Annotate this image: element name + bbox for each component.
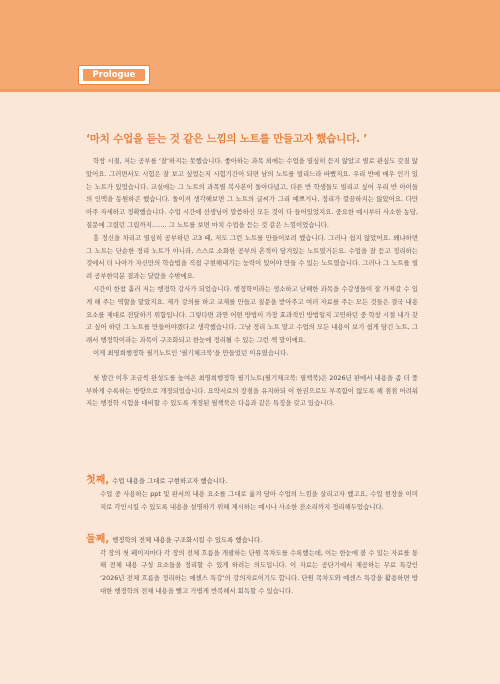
header-band (0, 0, 500, 92)
feature-list (86, 471, 418, 614)
feature-title: 행정학의 전체 내용을 구조화시킬 수 있도록 했습니다. (112, 535, 263, 544)
feature-item (86, 530, 418, 598)
feature-number: 첫째, (86, 475, 110, 486)
feature-heading (86, 471, 418, 486)
feature-description: 각 장의 첫 페이지마다 각 장의 전체 흐름을 개괄하는 단원 목차도를 수록했는데, 이는 한눈에 볼 수 있는 자료를 통해 전체 내용 구성 요소들을 정리할 수 있게 하려는 의도입니다. 이 자료는 공단기에서 제공하는 무료 특강인 ‘2026년 전체 흐름을 정리하는 예센스 특강’의 강의자료이기도 합니다. 단원 목차도와 예센스 특강을 활용하면 방대한 행정학의 전체 내용을 빨고 가볍게 반복해서 회독할 수 있습니다. (100, 548, 418, 595)
headline: ‘마치 수업을 듣는 것 같은 느낌의 노트를 만들고자 했습니다. ’ (86, 133, 368, 145)
feature-heading (86, 530, 418, 545)
feature-title: 수업 내용을 그대로 구현하고자 했습니다. (112, 477, 228, 485)
paragraph: 첫 발간 이후 조금씩 완성도를 높여온 최영희행정학 필기노트(필기체크북: 필책북)은 2026년 판에서 내용을 좀 더 풍부하게 수록하는 방향으로 개정되었습니다. 요약서로의 장점을 유지하되 이 한권으로도 부족함이 없도록 해 점점 어려워지는 행정학 시험을 대비할 수 있도록 개정된 필책북은 다음과 같은 특징을 갖고 있습니다. (86, 373, 418, 408)
feature-item (86, 471, 418, 514)
feature-description: 수업 중 사용하는 ppt 및 판서의 내용 요소를 그대로 옮겨 담아 수업의 느낌을 살리고자 했고요, 수업 현장을 이미지로 각인시킬 수 있도록 내용을 설명하기 위해 제시하는 예시나 사소한 잔소리까지 정리해두었습니다. (100, 490, 418, 511)
feature-number: 둘째, (86, 533, 110, 545)
paragraph: 이게 최영희행정학 필기노트인 ‘필기체크북’을 만들었던 이유였습니다. (93, 348, 289, 357)
body-text (86, 155, 418, 410)
prologue-badge (78, 65, 150, 85)
paragraph: 흥 정신을 차리고 열심히 공부하던 고3 때, 저도 그런 노트를 만들어보려 했습니다. 그러나 쉽지 않았어요. 왜냐하면 그 노트는 단순한 정리 노트가 아니라, 스스로 소화한 공부의 흔적이 담겨있는 노트였거든요. 수업을 잘 듣고 정리하는 것에서 더 나아가 자신만의 학습법을 직접 구현해내기는 능력이 있어야 만들 수 있는 노트였습니다. 그러나 그 노트를 빌려 공부한덕분 결과는 달랐을 수밖에요. (86, 233, 418, 281)
prologue-badge-label: Prologue (83, 69, 145, 81)
header-divider (0, 89, 500, 92)
paragraph: 시간이 한참 흘러 저는 행정학 강사가 되었습니다. 행정학이라는 생소하고 난해한 과목을 수강생들이 잘 가져갈 수 있게 해 주는 역할을 맡았지요. 제가 강의를 하고 교재를 만들고 질문을 받아주고 여러 자료를 주는 모든 것들은 결국 내용 요소를 제대로 전달하기 위함입니다. 그렇다면 과연 어떤 방법이 가장 효과적인 방법일지 고민하던 중 학창 시절 내가 갖고 싶어 하던 그 노트를 만들어야겠다고 생각했습니다. 그냥 정리 노트 말고 수업의 모든 내용이 보기 쉽게 담긴 노트, 그래서 행정학이라는 과목이 구조화되고 한눈에 정리될 수 있는 그런 책 말이에요. (86, 284, 418, 345)
paragraph: 학창 시절, 저는 공부를 ‘잘’하지는 못했습니다. 좋아하는 과목 외에는 수업을 열심히 듣지 않았고 별로 관심도 갖질 않았어요. 그러면서도 시험은 잘 보고 싶었는지 시험기간이 되면 남의 노트를 빌리느라 바빴지요. 우리 반에 매우 인기 있는 노트가 있었습니다. 교실에는 그 노트의 과목별 복사본이 돌아다녔고, 다른 반 학생들도 빌리고 싶어 우리 반 아이들의 인맥을 동원하곤 했습니다. 돌이켜 생각해보면 그 노트의 글씨가 그리 예쁘거나, 정리가 깔끔하지는 않았어요. 다만 아주 자세하고 정확했습니다. 수업 시간에 선생님이 말씀하신 모든 것이 다 들어있었지요. 중요한 예시부터 사소한 농담, 질문에 그렸던 그림까지……. 그 노트를 보면 마치 수업을 듣는 것 같은 느낌이었습니다. (86, 157, 418, 229)
